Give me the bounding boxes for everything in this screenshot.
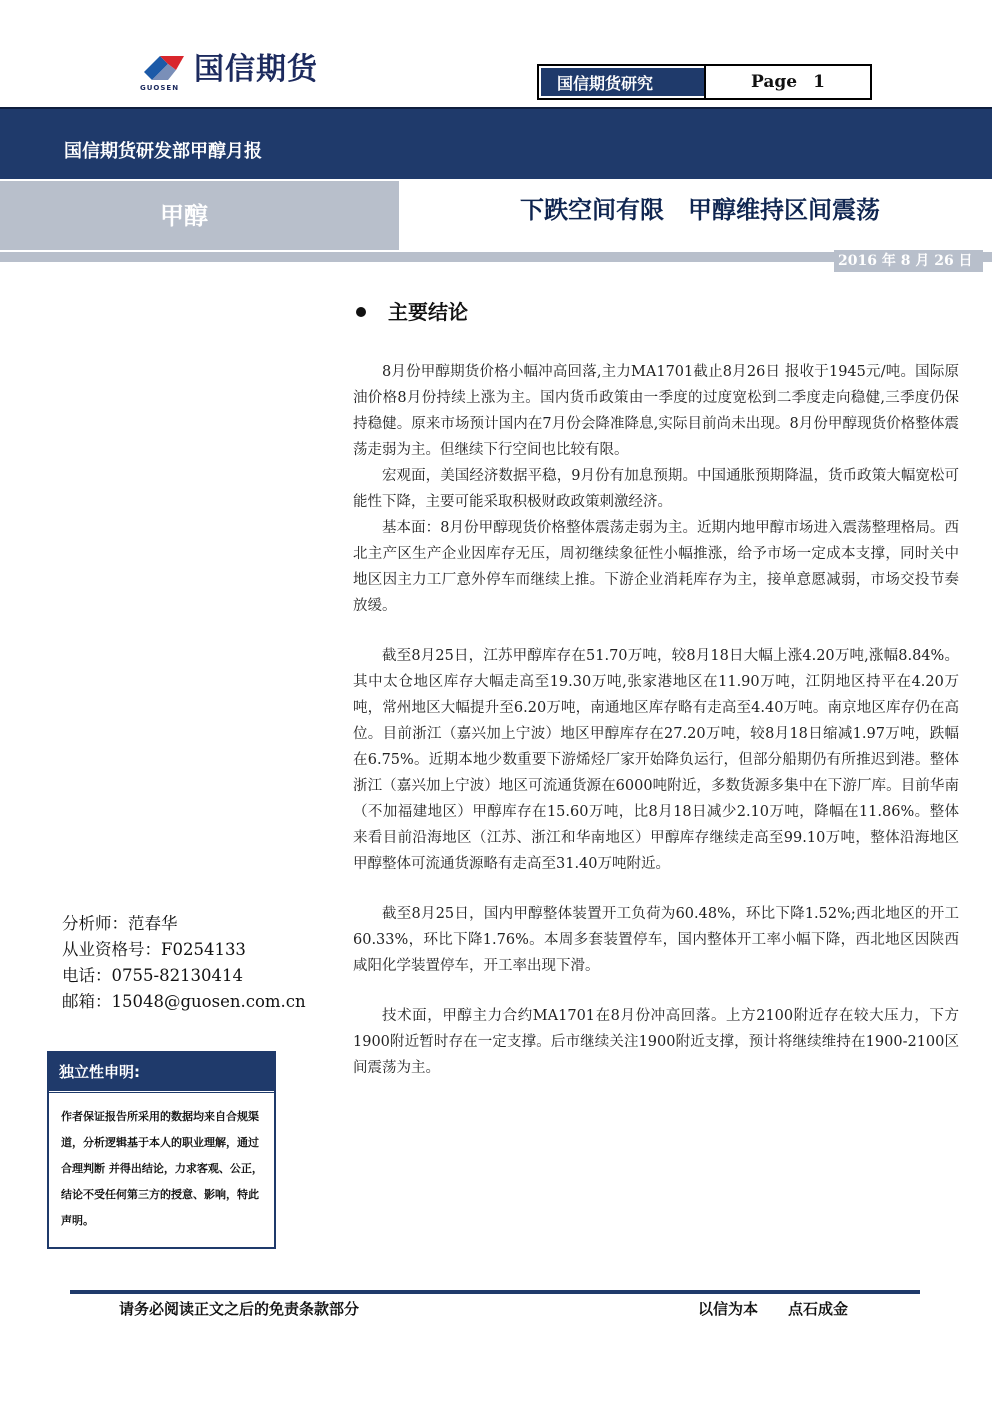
analyst-license: 从业资格号：F0254133 — [62, 940, 246, 959]
analyst-email[interactable]: 邮箱：15048@guosen.com.cn — [62, 992, 306, 1011]
paragraph-technical: 技术面，甲醇主力合约MA1701在8月份冲高回落。上方2100附近存在较大压力，下方1900附近暂时存在一定支撑。后市继续关注1900附近支撑，预计将继续维持在1900-2100区间震荡为主。 — [353, 1008, 959, 1076]
section-title: 主要结论 — [388, 300, 468, 324]
analyst-info — [62, 911, 306, 1015]
company-name: 国信期货 — [194, 52, 318, 87]
footer-divider — [70, 1290, 920, 1294]
body-text — [353, 359, 959, 1081]
footer-motto: 以信为本 点石成金 — [698, 1300, 849, 1318]
paragraph-operating-rate: 截至8月25日，国内甲醇整体装置开工负荷为60.48%，环比下降1.52%;西北地区的开工60.33%，环比下降1.76%。本周多套装置停车，国内整体开工率小幅下降，西北地区因陕西咸阳化学装置停车，开工率出现下滑。 — [353, 906, 959, 974]
category-label: 甲醇 — [160, 202, 208, 230]
footer-disclaimer: 请务必阅读正文之后的免责条款部分 — [119, 1300, 360, 1318]
page-number: 1 — [813, 72, 825, 92]
page-indicator — [704, 66, 870, 98]
report-headline: 下跌空间有限 甲醇维持区间震荡 — [520, 196, 880, 224]
paragraph-inventory: 截至8月25日，江苏甲醇库存在51.70万吨，较8月18日大幅上涨4.20万吨,涨幅8.84%。其中太仓地区库存大幅走高至19.30万吨,张家港地区在11.90万吨，江阴地区持平在4.20万吨，常州地区大幅提升至6.20万吨，南通地区库存略有走高至4.40万吨。南京地区库存仍在高位。目前浙江（嘉兴加上宁波）地区甲醇库存在27.20万吨，较8月18日缩减1.97万吨，跌幅在6.75%。近期本地少数重要下游烯烃厂家开始降负运行，但部分船期仍有所推迟到港。整体浙江（嘉兴加上宁波）地区可流通货源在6000吨附近，多数货源多集中在下游厂库。目前华南（不加福建地区）甲醇库存在15.60万吨，比8月18日减少2.10万吨，降幅在11.86%。整体来看目前沿海地区（江苏、浙江和华南地区）甲醇库存继续走高至99.10万吨，整体沿海地区甲醇整体可流通货源略有走高至31.40万吨附近。 — [353, 648, 959, 872]
report-date: 2016 年 8 月 26 日 — [834, 250, 983, 272]
analyst-phone: 电话：0755-82130414 — [62, 966, 244, 985]
company-name-en: GUOSEN — [140, 84, 180, 92]
research-label: 国信期货研究 — [539, 66, 704, 98]
paragraph-summary: 8月份甲醇期货价格小幅冲高回落,主力MA1701截止8月26日 报收于1945元/吨。国际原油价格8月份持续上涨为主。国内货币政策由一季度的过度宽松到二季度走向稳健,三季度仍保持稳健。原来市场预计国内在7月份会降准降息,实际目前尚未出现。8月份甲醇现货价格整体震荡走弱为主。但继续下行空间也比较有限。 — [353, 364, 959, 458]
analyst-name: 分析师：范春华 — [62, 914, 178, 933]
bullet-icon — [356, 307, 366, 317]
report-series-title: 国信期货研发部甲醇月报 — [64, 141, 262, 162]
independence-statement-box — [47, 1051, 276, 1249]
page-label: Page — [751, 72, 798, 92]
paragraph-fundamentals: 基本面：8月份甲醇现货价格整体震荡走弱为主。近期内地甲醇市场进入震荡整理格局。西北主产区生产企业因库存无压，周初继续象征性小幅推涨，给予市场一定成本支撑，同时关中地区因主力工厂意外停车而继续上推。下游企业消耗库存为主，接单意愿减弱，市场交投节奏放缓。 — [353, 520, 959, 614]
independence-title: 独立性申明: — [49, 1053, 274, 1094]
research-box — [537, 64, 872, 100]
paragraph-macro: 宏观面，美国经济数据平稳，9月份有加息预期。中国通胀预期降温，货币政策大幅宽松可能性下降，主要可能采取积极财政政策刺激经济。 — [353, 468, 959, 510]
independence-text: 作者保证报告所采用的数据均来自合规渠道，分析逻辑基于本人的职业理解，通过合理判断 并得出结论，力求客观、公正，结论不受任何第三方的授意、影响，特此声明。 — [61, 1110, 263, 1227]
